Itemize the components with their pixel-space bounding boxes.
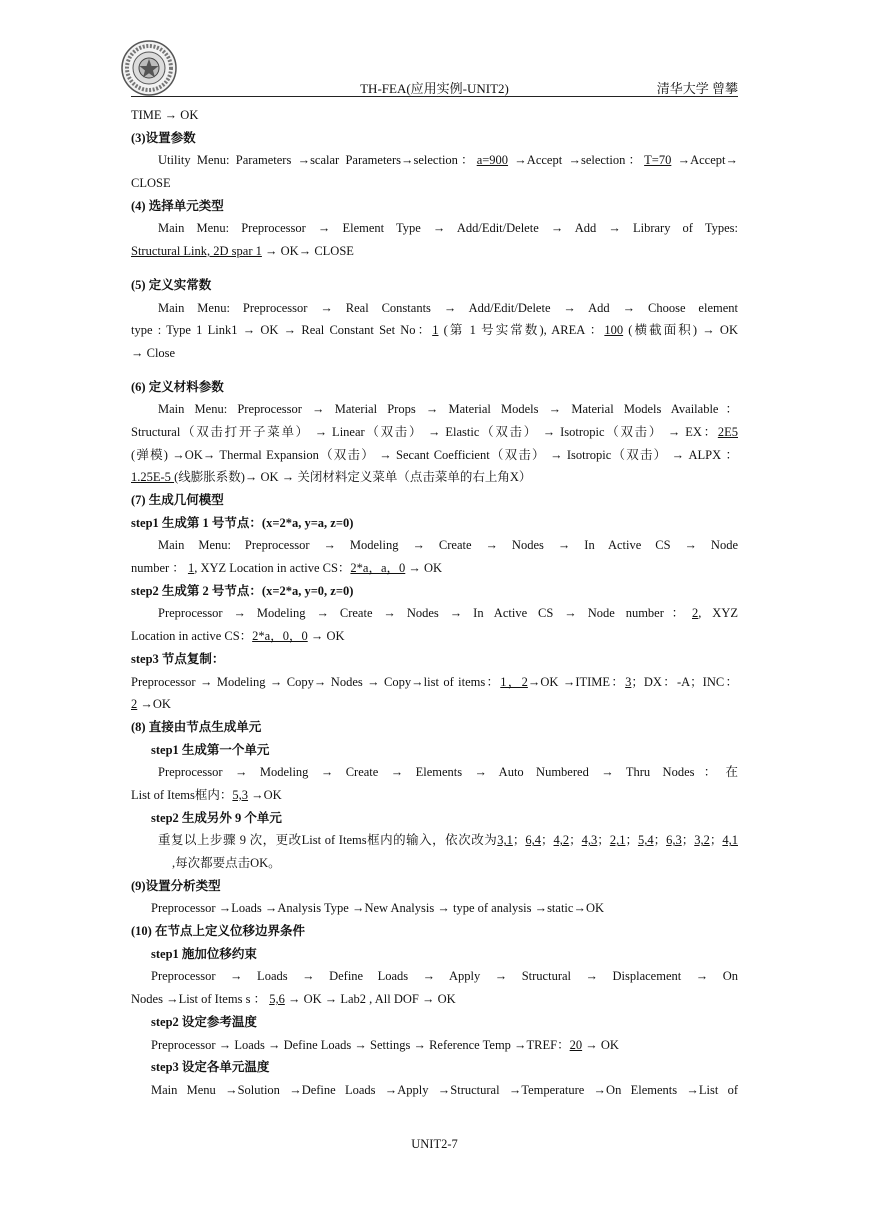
text-segment: ； [597,833,610,848]
text-segment: step2 生成第 2 号节点：(x=2*a, y=0, z=0) [131,583,354,598]
text-segment: →Accept →selection： [508,153,645,168]
text-segment: (7) 生成几何模型 [131,493,224,507]
text-segment: (第 1 号实常数), AREA ： [438,323,605,338]
text-segment: →Accept→ [671,153,738,168]
text-line [131,297,738,320]
text-segment: step2 设定参考温度 [151,1014,257,1029]
text-segment: ； [653,833,667,848]
text-segment: (8) 直接由节点生成单元 [131,719,262,734]
text-segment: Main Menu →Solution →Define Loads →Apply →Structural →Temperature →On Elements →List of [151,1082,738,1097]
text-segment: → OK [307,629,345,644]
text-line [131,920,738,943]
text-segment: ； [512,833,526,848]
text-segment: (弹模) →OK→ Thermal Expansion（双击） → Secant Coefficient（双击） → Isotropic（双击） → ALPX ： [131,447,738,462]
text-segment: step3 设定各单元温度 [151,1060,270,1075]
underlined-value: T=70 [644,153,672,168]
text-segment: 重复以上步骤 9 次，更改List of Items框内的输入，依次改为 [158,833,498,848]
text-line [131,829,738,852]
underlined-value: 5,4 [637,833,654,848]
text-line [131,466,738,489]
text-line [131,648,738,671]
text-segment: ； [709,833,723,848]
document-body [131,104,738,1102]
underlined-value: 2E5 [717,424,738,439]
underlined-value: 2 [131,697,138,712]
underlined-value: 2*a，a，0 [350,561,406,576]
text-segment: CLOSE [131,176,171,191]
underlined-value: 6,3 [666,833,682,848]
text-segment: (5) 定义实常数 [131,277,212,292]
header-affiliation: 清华大学 曾攀 [656,81,738,96]
text-segment: Main Menu: Preprocessor → Modeling → Create → Nodes → In Active CS → Node [158,538,738,553]
text-line [131,784,738,807]
text-segment: Preprocessor →Loads →Analysis Type →New Analysis → type of analysis →static→OK [151,901,604,916]
text-line [131,852,738,875]
text-segment: step3 节点复制： [131,651,225,666]
text-segment: (线膨胀系数)→ OK → 关闭材料定义菜单（点击菜单的右上角X） [174,470,532,485]
text-line [131,716,738,739]
text-segment: ； [625,833,638,848]
text-line [131,943,738,966]
underlined-value: 1 [187,561,195,576]
text-segment: step1 生成第一个单元 [151,742,270,757]
text-line [131,195,738,218]
underlined-value: Structural Link, 2D spar 1 [131,244,262,259]
text-segment: ； [681,833,695,848]
underlined-value: 4,3 [581,833,598,848]
text-line [131,149,738,172]
text-segment: →OK →ITIME： [527,674,626,689]
text-line [131,965,738,988]
underlined-value: 6,4 [525,833,542,848]
underlined-value: 1，2 [500,674,528,689]
text-line [131,421,738,444]
text-segment: →OK [248,787,282,802]
underlined-value: 4,2 [553,833,570,848]
text-segment: Preprocessor → Loads → Define Loads → Apply → Structural → Displacement → On [151,969,738,984]
text-line [131,875,738,898]
underlined-value: 2*a，0，0 [252,629,308,644]
text-line [131,512,738,535]
text-line [131,1079,738,1102]
underlined-value: 20 [569,1037,583,1052]
text-segment: ； [541,833,554,848]
text-line [131,376,738,399]
text-segment: → OK → Lab2 , All DOF → OK [284,992,456,1007]
underlined-value: 3,1 [497,833,513,848]
text-line [131,534,738,557]
text-segment: → OK→ CLOSE [261,244,354,259]
text-segment: ；DX：-A；INC： [631,674,738,689]
text-segment: Main Menu: Preprocessor → Element Type → Add/Edit/Delete → Add → Library of Types: [158,221,738,236]
text-line [131,580,738,603]
text-line [131,489,738,512]
text-line [131,602,738,625]
text-line [131,444,738,467]
page-number: UNIT2-7 [411,1137,458,1151]
text-segment: ,每次都要点击OK。 [172,856,281,870]
text-line [131,342,738,365]
underlined-value: a=900 [476,153,509,168]
underlined-value: 3 [625,674,632,689]
underlined-value: 1 [432,323,439,338]
text-line [131,625,738,648]
text-segment: Location in active CS： [131,629,253,644]
text-segment: Main Menu: Preprocessor → Material Props → Material Models → Material Models Available： [158,402,738,417]
text-line [131,398,738,421]
text-segment: , XYZ Location in active CS： [194,561,351,576]
text-segment: Preprocessor → Modeling → Copy→ Nodes → Copy→list of items： [131,674,501,689]
text-segment: → Close [131,345,176,360]
text-line [131,274,738,297]
text-line [131,739,738,762]
text-segment: step1 生成第 1 号节点：(x=2*a, y=a, z=0) [131,515,354,530]
page-header [131,76,738,97]
text-segment: , XYZ [698,606,738,621]
underlined-value: 5,6 [269,992,285,1007]
text-segment: → OK [405,561,443,576]
text-segment: Preprocessor → Loads → Define Loads → Settings → Reference Temp →TREF： [151,1037,570,1052]
text-line [131,104,738,127]
text-segment: (10) 在节点上定义位移边界条件 [131,924,305,939]
text-line [131,1011,738,1034]
text-segment: (横截面积) → OK [623,323,738,338]
text-line [131,240,738,263]
text-line [131,1034,738,1057]
text-line [131,897,738,920]
text-segment: ； [569,833,582,848]
underlined-value: 5,3 [232,787,249,802]
text-segment: step2 生成另外 9 个单元 [151,810,282,825]
text-segment: List of Items框内： [131,787,233,802]
text-line [131,807,738,830]
text-segment: step1 施加位移约束 [151,946,257,961]
underlined-value: 1.25E-5 [131,470,175,485]
text-segment: Utility Menu: Parameters →scalar Parameters→selection： [158,153,477,168]
text-line [131,557,738,580]
text-line [131,671,738,694]
text-segment: type : Type 1 Link1 → OK → Real Constant Set No： [131,323,433,338]
underlined-value: 4,1 [722,833,738,848]
text-segment: Nodes →List of Items s ： [131,992,270,1007]
text-segment: number ： [131,561,188,576]
underlined-value: 100 [604,323,624,338]
text-segment: TIME → OK [131,108,199,122]
underlined-value: 3,2 [694,833,710,848]
text-segment: (3)设置参数 [131,130,196,145]
text-line [131,761,738,784]
text-segment: Main Menu: Preprocessor → Real Constants → Add/Edit/Delete → Add → Choose element [158,300,738,315]
underlined-value: 2 [692,606,699,621]
text-line [131,127,738,150]
text-line [131,693,738,716]
text-segment: →OK [137,697,171,712]
text-line [131,1056,738,1079]
text-segment: (6) 定义材料参数 [131,379,224,394]
text-segment: Preprocessor → Modeling → Create → Elements → Auto Numbered → Thru Nodes：在 [158,765,738,780]
text-line [131,319,738,342]
text-segment: Preprocessor → Modeling → Create → Nodes → In Active CS → Node number： [158,606,692,621]
text-segment: (4) 选择单元类型 [131,198,224,213]
text-line [131,172,738,195]
header-title: TH-FEA(应用实例-UNIT2) [360,81,509,96]
text-line [131,988,738,1011]
text-segment: Structural（双击打开子菜单） → Linear（双击） → Elastic（双击） → Isotropic（双击） → EX： [131,424,718,439]
text-segment: → OK [582,1037,619,1052]
underlined-value: 2,1 [609,833,626,848]
text-line [131,217,738,240]
text-segment: (9)设置分析类型 [131,878,221,893]
